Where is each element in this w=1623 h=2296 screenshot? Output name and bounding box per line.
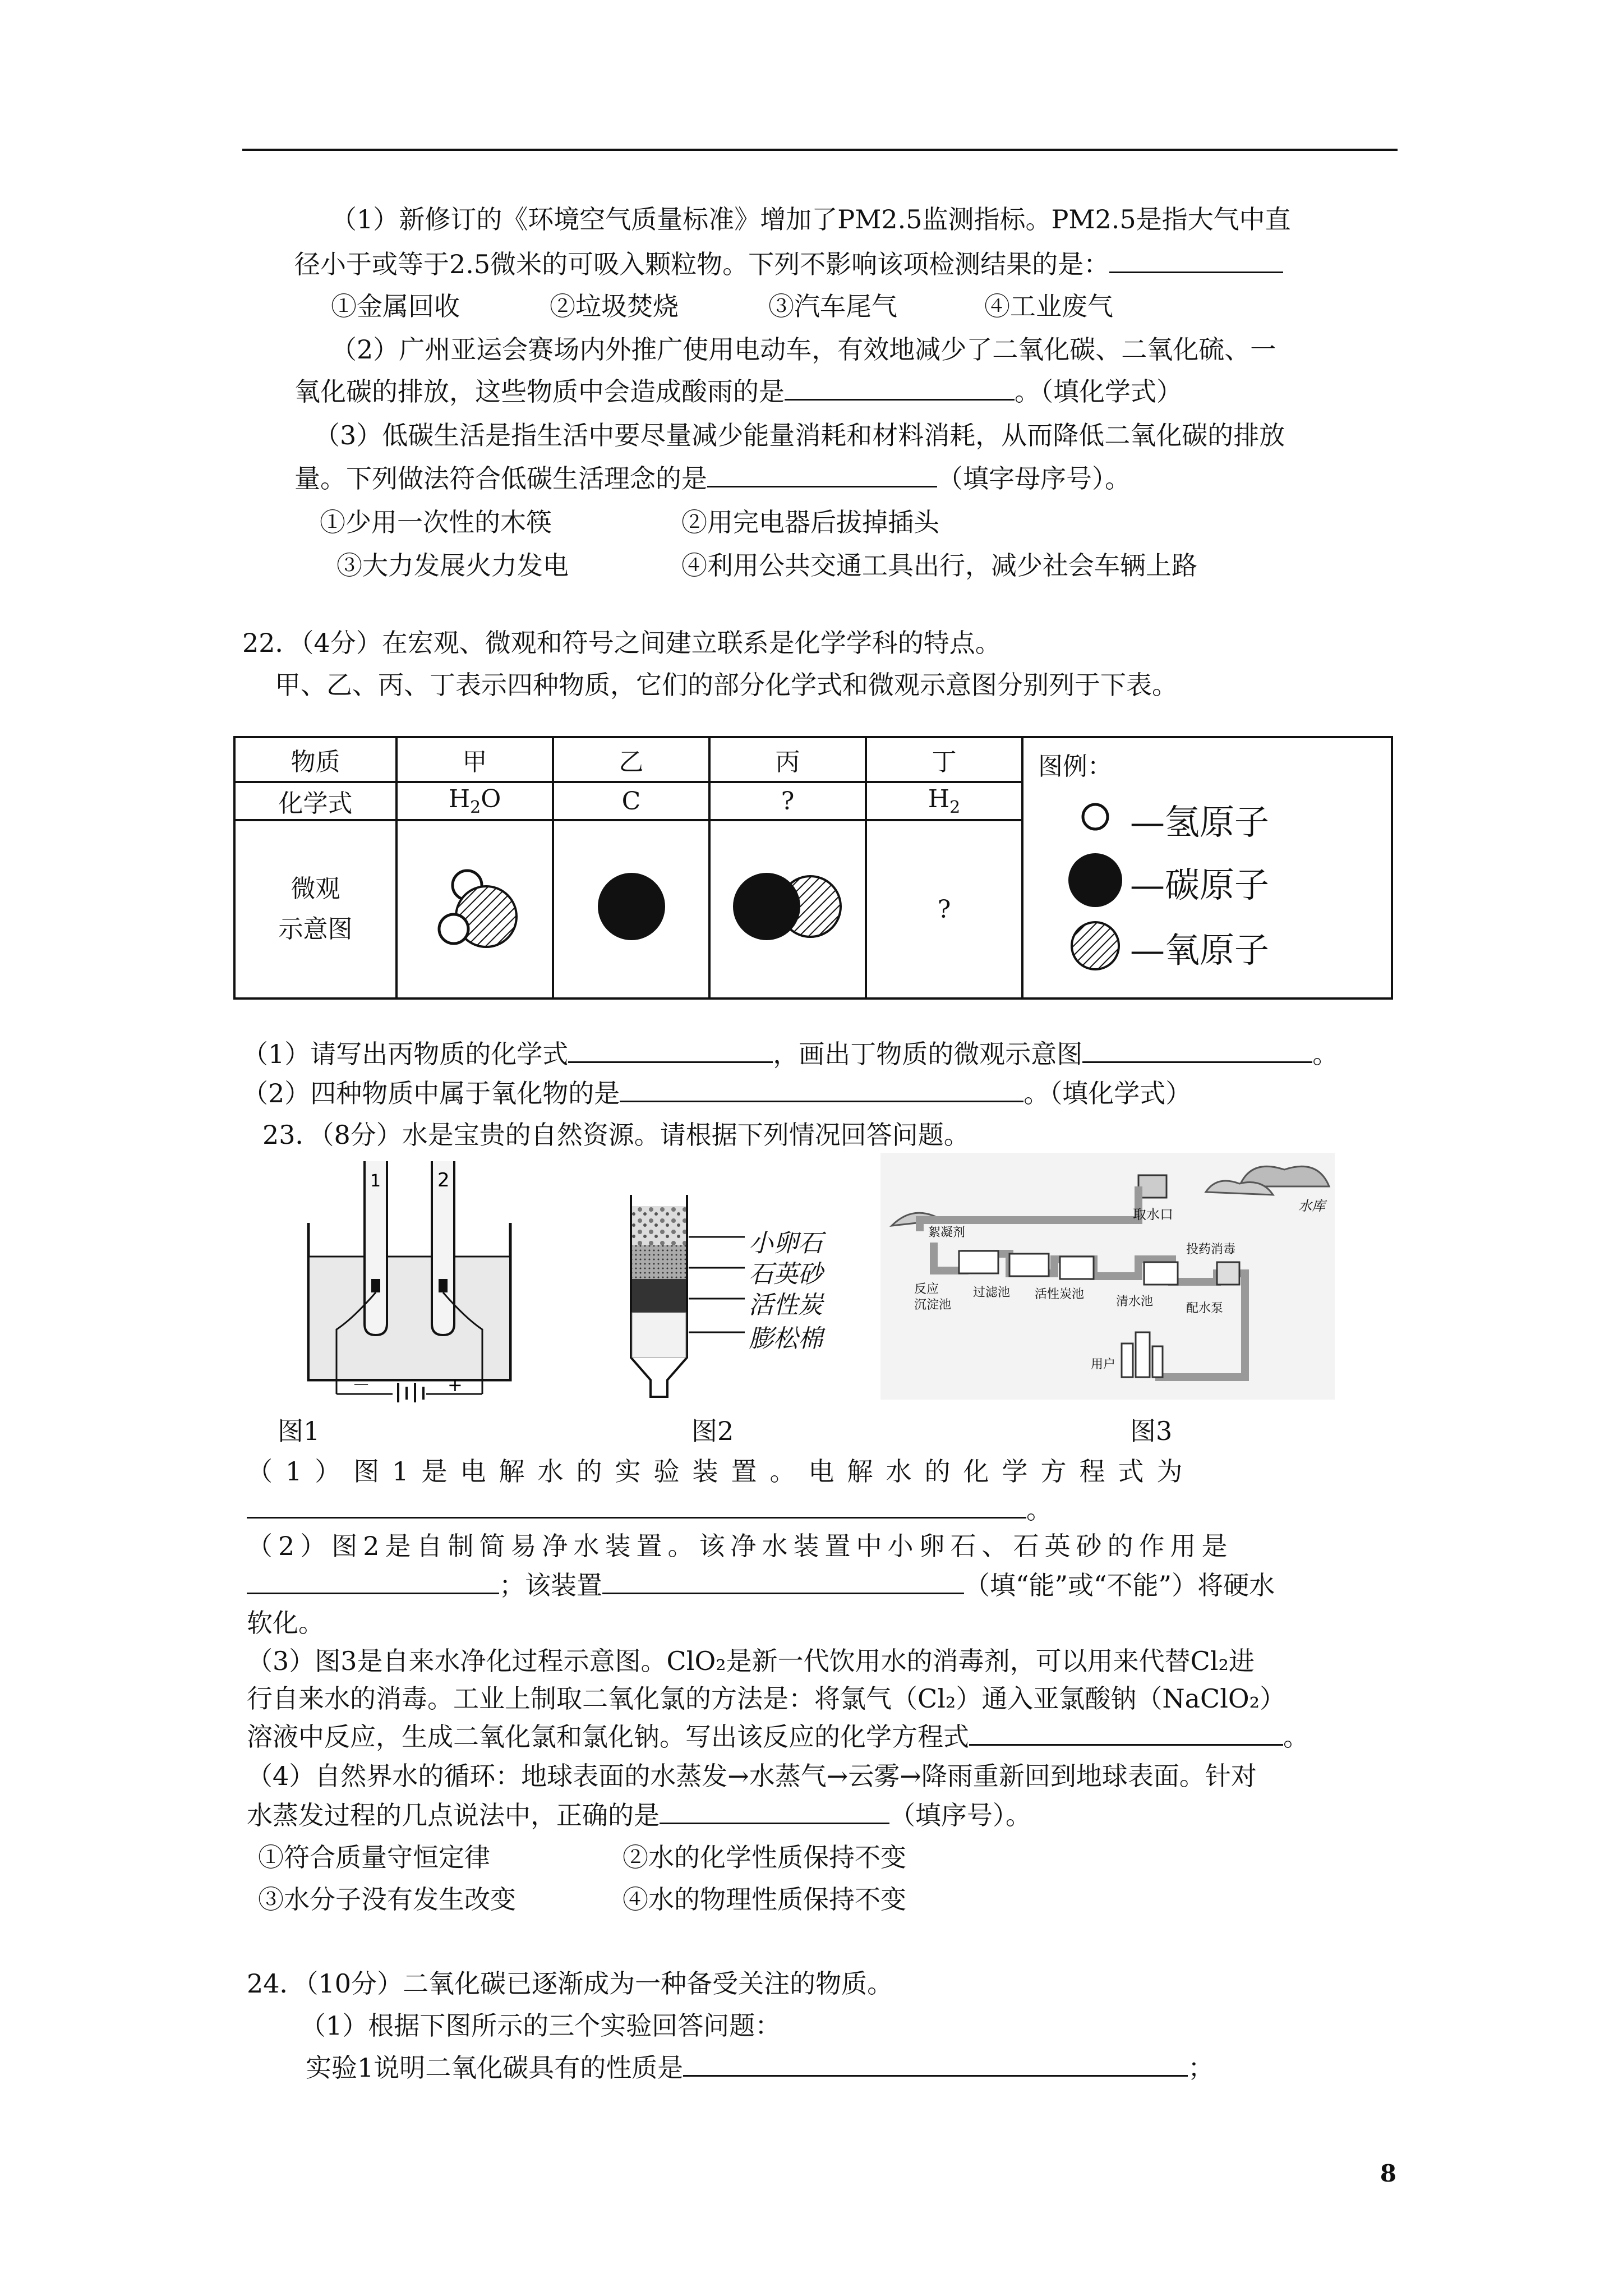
water-molecule-icon [419, 850, 531, 963]
label-clear-pool: 清水池 [1116, 1295, 1154, 1309]
answer-blank[interactable] [1109, 247, 1283, 273]
q23-s3-line1: （3）图3是自来水净化过程示意图。ClO₂是新一代饮用水的消毒剂，可以用来代替Cl₂进 [247, 1646, 1255, 1676]
micro-ding: ? [866, 820, 1022, 999]
answer-blank[interactable] [620, 1076, 1023, 1102]
formula-bing: ? [709, 782, 866, 820]
q23-s2-line2: ；该装置 （填“能”或“不能”）将硬水 [247, 1568, 1275, 1603]
purifier-leader-lines [689, 1226, 750, 1349]
table-col-yi: 乙 [553, 737, 709, 782]
label-filter: 过滤池 [973, 1286, 1011, 1300]
answer-blank[interactable] [247, 1568, 499, 1594]
answer-blank[interactable] [1082, 1037, 1312, 1063]
table-header-substance: 物质 [234, 737, 396, 782]
q21-p2-line2: 氧化碳的排放，这些物质中会造成酸雨的是 。（填化学式） [294, 374, 1182, 409]
purifier-label-quartz: 石英砂 [749, 1260, 823, 1289]
q22-intro: 甲、乙、丙、丁表示四种物质，它们的部分化学式和微观示意图分别列于下表。 [275, 670, 1178, 700]
q22-s1: （1）请写出丙物质的化学式 ，画出丁物质的微观示意图 。 [242, 1037, 1338, 1071]
minus-label: － [352, 1374, 371, 1396]
q23-s1-line1: （1）图1是电解水的实验装置。电解水的化学方程式为 [247, 1456, 1196, 1487]
table-header-micro: 微观 示意图 [234, 820, 396, 999]
q21-p1-option-4: ④工业废气 [984, 291, 1113, 321]
legend-hydrogen: —氢原子 [1130, 802, 1270, 843]
label-pump: 配水泵 [1186, 1301, 1224, 1315]
q23-s4-option-1: ①符合质量守恒定律 [258, 1842, 490, 1872]
answer-blank[interactable] [247, 1492, 1026, 1519]
carbon-atom-icon [587, 862, 676, 951]
label-sediment: 反应 沉淀池 [914, 1282, 952, 1312]
q23-s3-line3: 溶液中反应，生成二氧化氯和氯化钠。写出该反应的化学方程式 。 [247, 1719, 1309, 1754]
q23-s2-line3: 软化。 [247, 1608, 324, 1638]
micro-yi [553, 820, 709, 999]
answer-blank[interactable] [785, 374, 1015, 401]
co-molecule-icon [721, 862, 855, 951]
substance-table [233, 736, 1393, 1000]
q22-heading: 22．（4分）在宏观、微观和符号之间建立联系是化学学科的特点。 [242, 628, 1001, 658]
q21-p3-option-3: ③大力发展火力发电 [336, 550, 569, 581]
q21-p3-line2: 量。下列做法符合低碳生活理念的是 （填字母序号）。 [294, 461, 1131, 496]
figure-2-caption: 图2 [691, 1416, 734, 1446]
table-col-ding: 丁 [866, 737, 1022, 782]
legend-oxygen: —氧原子 [1130, 930, 1270, 970]
q21-p3-line1: （3）低碳生活是指生活中要尽量减少能量消耗和材料消耗，从而降低二氧化碳的排放 [314, 420, 1285, 450]
micro-bing [709, 820, 866, 999]
water-treatment-diagram [880, 1153, 1335, 1400]
purifier-label-carbon: 活性炭 [749, 1291, 823, 1319]
q23-s4-line1: （4）自然界水的循环：地球表面的水蒸发→水蒸气→云雾→降雨重新回到地球表面。针对 [247, 1761, 1257, 1791]
formula-yi: C [553, 782, 709, 820]
purifier-label-pebble: 小卵石 [749, 1229, 823, 1258]
q22-s2: （2）四种物质中属于氧化物的是 。（填化学式） [242, 1076, 1191, 1111]
q23-s3-line2: 行自来水的消毒。工业上制取二氧化氯的方法是：将氯气（Cl₂）通入亚氯酸钠（NaClO₂） [247, 1683, 1286, 1714]
q21-p3-option-2: ②用完电器后拔掉插头 [681, 507, 939, 537]
answer-blank[interactable] [707, 461, 937, 487]
figure-3-caption: 图3 [1130, 1416, 1173, 1446]
legend-carbon: —碳原子 [1130, 864, 1270, 905]
q21-p1-option-2: ②垃圾焚烧 [550, 291, 679, 321]
q21-p1-line1: （1）新修订的《环境空气质量标准》增加了PM2.5监测指标。PM2.5是指大气中直 [331, 204, 1291, 234]
tube-1-label: 1 [370, 1171, 381, 1191]
q21-p1-option-3: ③汽车尾气 [768, 291, 897, 321]
table-col-jia: 甲 [396, 737, 553, 782]
label-intake: 取水口 [1133, 1207, 1173, 1222]
formula-jia: $H_2O$ [396, 782, 553, 820]
hydrogen-atom-icon [1083, 804, 1108, 829]
q21-p2-line1: （2）广州亚运会赛场内外推广使用电动车，有效地减少了二氧化碳、二氧化硫、一 [331, 334, 1276, 365]
water-purifier [625, 1195, 693, 1402]
oxygen-atom-icon [1072, 922, 1119, 969]
plus-label: + [448, 1374, 463, 1396]
q21-p1-option-1: ①金属回收 [331, 291, 460, 321]
table-col-bing: 丙 [709, 737, 866, 782]
label-user: 用户 [1091, 1358, 1116, 1372]
q23-heading: 23．（8分）水是宝贵的自然资源。请根据下列情况回答问题。 [262, 1120, 970, 1150]
q21-p3-option-4: ④利用公共交通工具出行，减少社会车辆上路 [681, 550, 1197, 581]
answer-blank[interactable] [660, 1798, 889, 1824]
q23-s2-line1: （2）图2是自制简易净水装置。该净水装置中小卵石、石英砂的作用是 [247, 1531, 1233, 1561]
q21-p1-line2: 径小于或等于2.5微米的可吸入颗粒物。下列不影响该项检测结果的是： [294, 247, 1283, 282]
label-coagulant: 絮凝剂 [928, 1226, 966, 1240]
header-rule [242, 149, 1398, 151]
answer-blank[interactable] [568, 1037, 773, 1063]
label-carbon-pool: 活性炭池 [1035, 1287, 1085, 1301]
legend-cell [1022, 737, 1392, 999]
micro-jia [396, 820, 553, 999]
answer-blank[interactable] [602, 1568, 964, 1594]
q24-s1-exp1: 实验1说明二氧化碳具有的性质是 ； [306, 2050, 1214, 2085]
answer-blank[interactable] [683, 2050, 1188, 2077]
q23-s4-option-2: ②水的化学性质保持不变 [623, 1842, 906, 1872]
q24-heading: 24．（10分）二氧化碳已逐渐成为一种备受关注的物质。 [247, 1968, 893, 1999]
tube-2-label: 2 [437, 1169, 450, 1191]
q24-s1: （1）根据下图所示的三个实验回答问题： [300, 2010, 781, 2041]
purifier-label-cotton: 膨松棉 [749, 1324, 823, 1353]
figure-1-caption: 图1 [278, 1416, 320, 1446]
table-header-formula: 化学式 [234, 782, 396, 820]
electrolysis-apparatus [303, 1156, 516, 1402]
label-disinfect: 投药消毒 [1186, 1243, 1236, 1257]
legend-title: 图例： [1038, 752, 1112, 781]
label-reservoir: 水库 [1298, 1198, 1325, 1214]
page-number: 8 [1380, 2160, 1396, 2187]
carbon-atom-icon [1068, 853, 1122, 907]
q23-s4-option-3: ③水分子没有发生改变 [258, 1884, 516, 1915]
formula-ding: $H_2$ [866, 782, 1022, 820]
answer-blank[interactable] [969, 1719, 1283, 1746]
q23-s4-option-4: ④水的物理性质保持不变 [623, 1884, 906, 1915]
q23-s4-line2: 水蒸发过程的几点说法中，正确的是 （填序号）。 [247, 1798, 1031, 1833]
q21-p3-option-1: ①少用一次性的木筷 [320, 507, 552, 537]
q23-s1-line2: 。 [247, 1492, 1052, 1527]
